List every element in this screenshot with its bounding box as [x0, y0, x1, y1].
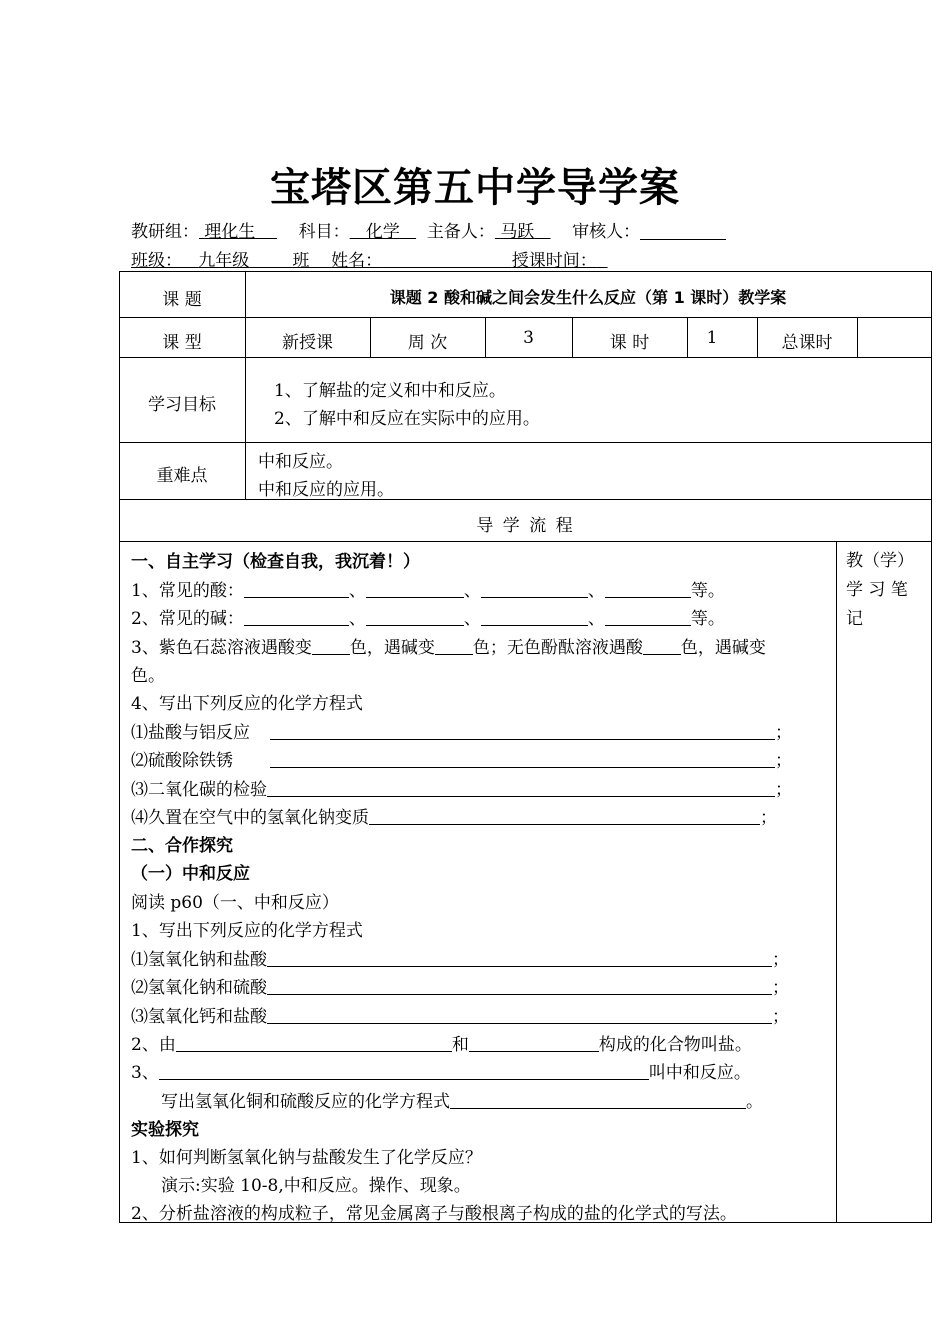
answer-blank[interactable] — [481, 607, 588, 626]
group-label: 教研组： — [131, 222, 199, 242]
key-label: 重难点 — [156, 466, 208, 486]
answer-blank[interactable] — [270, 749, 775, 768]
topic-label: 课 题 — [162, 290, 202, 310]
answer-blank[interactable] — [481, 579, 588, 598]
answer-blank[interactable] — [366, 607, 464, 626]
meta-line-2 — [131, 246, 608, 271]
table-divider — [119, 499, 932, 500]
key-2: 中和反应的应用。 — [258, 480, 394, 500]
neutralization-definition-line: 3、 叫中和反应。 — [131, 1063, 751, 1083]
table-divider — [119, 317, 932, 318]
answer-blank[interactable] — [469, 1033, 599, 1052]
experiment-demo: 演示:实验 10-8,中和反应。操作、现象。 — [161, 1176, 471, 1196]
salt-definition-line: 2、由 和 构成的化合物叫盐。 — [131, 1035, 752, 1055]
answer-blank[interactable] — [267, 976, 772, 995]
equations-heading: 4、写出下列反应的化学方程式 — [131, 694, 363, 714]
indicator-line: 3、紫色石蕊溶液遇酸变 色，遇碱变 色；无色酚酞溶液遇酸 色，遇碱变 — [131, 638, 766, 658]
reading-note: 阅读 p60（一、中和反应） — [131, 893, 339, 913]
page-title: 宝塔区第五中学导学案 — [270, 165, 680, 211]
table-divider — [119, 541, 932, 542]
common-acids-line: 1、常见的酸： 、 、 、 等。 — [131, 581, 725, 601]
indicator-line-end: 色。 — [131, 666, 165, 686]
author-label: 主备人： — [426, 222, 495, 242]
week-value: 3 — [523, 328, 534, 348]
reviewer-label: 审核人： — [572, 222, 641, 242]
answer-blank[interactable] — [366, 579, 464, 598]
answer-blank[interactable] — [605, 607, 691, 626]
answer-blank[interactable] — [267, 778, 775, 797]
meta-line-1 — [131, 217, 726, 242]
equation-line: ⑶氢氧化钙和盐酸 ； — [131, 1007, 789, 1027]
equation-line: ⑷久置在空气中的氢氧化钠变质 ； — [131, 808, 777, 828]
experiment-question-1: 1、如何判断氢氧化钠与盐酸发生了化学反应？ — [131, 1148, 482, 1168]
goal-label: 学习目标 — [148, 395, 216, 415]
answer-blank[interactable] — [369, 806, 760, 825]
subsection-neutralization: （一）中和反应 — [131, 864, 250, 884]
copper-hydroxide-line: 写出氢氧化铜和硫酸反应的化学方程式 。 — [161, 1092, 763, 1112]
common-bases-line: 2、常见的碱： 、 、 、 等。 — [131, 609, 725, 629]
notes-heading-2: 学 习 笔 — [846, 580, 908, 600]
type-value: 新授课 — [282, 333, 333, 353]
key-1: 中和反应。 — [258, 452, 343, 472]
equation-line: ⑵氢氧化钠和硫酸 ； — [131, 978, 789, 998]
section-self-study: 一、自主学习（检查自我，我沉着！） — [131, 552, 420, 572]
table-divider — [119, 442, 932, 443]
answer-blank[interactable] — [605, 579, 691, 598]
answer-blank[interactable] — [176, 1033, 452, 1052]
answer-blank[interactable] — [267, 948, 772, 967]
notes-heading-3: 记 — [846, 609, 863, 629]
equation-line: ⑴盐酸与铝反应 ； — [131, 723, 792, 743]
week-label: 周 次 — [407, 333, 448, 353]
table-border — [931, 271, 932, 1223]
section-cooperative: 二、合作探究 — [131, 836, 233, 856]
answer-blank[interactable] — [244, 607, 349, 626]
class-field: 班级： 九年级 班 姓名： 授课时间： — [131, 251, 597, 271]
table-divider — [119, 357, 932, 358]
author-value: 马跃 — [500, 222, 535, 242]
flow-label: 导 学 流 程 — [476, 516, 575, 536]
hour-value: 1 — [706, 328, 718, 348]
total-label: 总课时 — [781, 333, 833, 353]
answer-blank[interactable] — [435, 636, 473, 655]
table-divider — [857, 317, 858, 358]
reviewer-blank — [640, 221, 726, 240]
answer-blank[interactable] — [450, 1090, 746, 1109]
equation-line: ⑶二氧化碳的检验 ； — [131, 780, 792, 800]
hour-label: 课 时 — [609, 333, 650, 353]
answer-blank[interactable] — [267, 1005, 772, 1024]
goal-1: 1、了解盐的定义和中和反应。 — [274, 381, 506, 401]
table-divider — [836, 541, 837, 1223]
answer-blank[interactable] — [643, 636, 681, 655]
equations-heading-2: 1、写出下列反应的化学方程式 — [131, 921, 363, 941]
notes-heading-1: 教（学） — [846, 551, 914, 571]
answer-blank[interactable] — [270, 721, 775, 740]
section-experiment: 实验探究 — [131, 1120, 199, 1140]
answer-blank[interactable] — [244, 579, 349, 598]
goal-2: 2、了解中和反应在实际中的应用。 — [274, 409, 540, 429]
experiment-question-2: 2、分析盐溶液的构成粒子，常见金属离子与酸根离子构成的盐的化学式的写法。 — [131, 1204, 737, 1224]
answer-blank[interactable] — [312, 636, 350, 655]
table-border — [119, 271, 932, 272]
type-label: 课 型 — [162, 333, 202, 353]
subject-value: 化学 — [365, 222, 400, 242]
group-value: 理化生 — [204, 222, 256, 242]
answer-blank[interactable] — [159, 1061, 649, 1080]
subject-label: 科目： — [298, 222, 350, 242]
equation-line: ⑵硫酸除铁锈 ； — [131, 751, 792, 771]
topic-value: 课题 2 酸和碱之间会发生什么反应（第 1 课时）教学案 — [389, 288, 787, 307]
equation-line: ⑴氢氧化钠和盐酸 ； — [131, 950, 789, 970]
